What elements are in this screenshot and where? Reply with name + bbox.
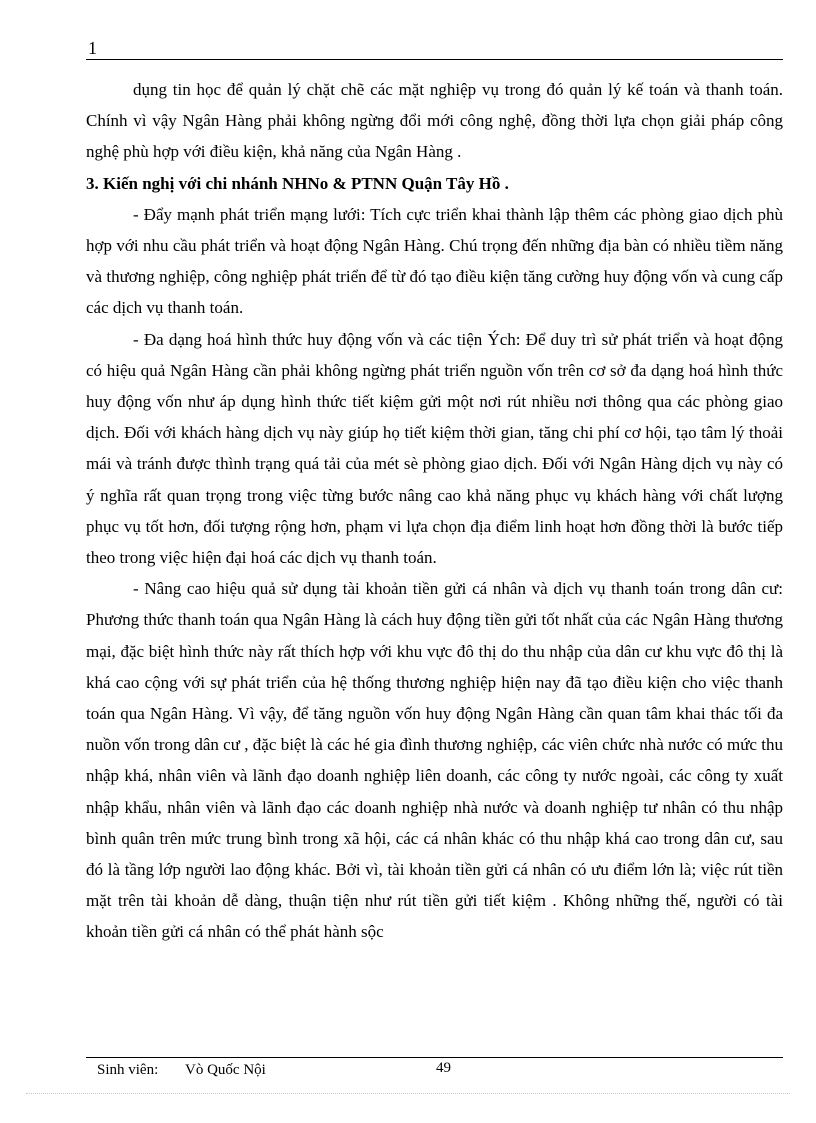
footer-student-name: Vò Quốc Nội	[185, 1062, 266, 1078]
footer-student-label: Sinh viên:	[97, 1062, 159, 1078]
header-rule	[86, 59, 783, 60]
paragraph-continuation: dụng tin học để quản lý chặt chẽ các mặt nghiệp vụ trong đó quản lý kế toán và thanh toán. Chính vì vậy Ngân Hàng phải không ngừng đổi mới công nghệ, đồng thời lựa chọn giải pháp công nghệ phù hợp với điều kiện, khả năng của Ngân Hàng .	[86, 80, 783, 162]
footer-page-number: 49	[436, 1060, 451, 1076]
header-page-number: 1	[88, 38, 97, 58]
paragraph-diversify-capital: - Đa dạng hoá hình thức huy động vốn và các tiện Ých: Để duy trì sử phát triển và hoạt động có hiệu quả Ngân Hàng cần phải không ngừng phát triển nguồn vốn trên cơ sở đa dạng hoá hình thức huy động vốn như áp dụng hình thức tiết kiệm gửi một nơi rút nhiều nơi thông qua các phòng giao dịch. Đối với khách hàng dịch vụ này giúp họ tiết kiệm thời gian, tăng chi phí cơ hội, tạo tâm lý thoải mái và tránh được thình trạng quá tải của mét sè phòng giao dịch. Đối với Ngân Hàng dịch vụ này có ý nghĩa rất quan trọng trong việc từng bước nâng cao khả năng phục vụ khách hàng với chất lượng phục vụ tốt hơn, đối tượng rộng hơn, phạm vi lựa chọn địa điểm linh hoạt hơn đồng thời là bước tiếp theo trong việc hiện đại hoá các dịch vụ thanh toán.	[86, 329, 783, 568]
section-heading: 3. Kiến nghị với chi nhánh NHNo & PTNN Quận Tây Hồ .	[86, 173, 509, 193]
paragraph-network-expansion: - Đẩy mạnh phát triển mạng lưới: Tích cực triển khai thành lập thêm các phòng giao dịch phù hợp với nhu cầu phát triển và hoạt động Ngân Hàng. Chú trọng đến những địa bàn có nhiều tiềm năng và thương nghiệp, công nghiệp phát triển để từ đó tạo điều kiện tăng cường huy động vốn và cung cấp các dịch vụ thanh toán.	[86, 204, 783, 318]
page-bottom-dotted-line	[26, 1093, 790, 1094]
document-body	[86, 74, 783, 948]
footer-rule	[86, 1057, 783, 1058]
paragraph-personal-accounts: - Nâng cao hiệu quả sử dụng tài khoản tiền gửi cá nhân và dịch vụ thanh toán trong dân cư: Phương thức thanh toán qua Ngân Hàng là cách huy động tiền gửi tốt nhất của các Ngân Hàng thương mại, đặc biệt hình thức này rất thích hợp với khu vực đô thị do thu nhập của dân cư khu vực đô thị là khá cao cộng với sự phát triển của hệ thống thương nghiệp hiện nay đã tạo điều kiện cho việc thanh toán qua Ngân Hàng. Vì vậy, để tăng nguồn vốn huy động Ngân Hàng cần quan tâm khai thác tối đa nuồn vốn trong dân cư , đặc biệt là các hé gia đình thương nghiệp, các viên chức nhà nước có mức thu nhập khá, nhân viên và lãnh đạo doanh nghiệp liên doanh, các công ty nước ngoài, các công ty xuất nhập khẩu, nhân viên và lãnh đạo các doanh nghiệp nhà nước và doanh nghiệp tư nhân có thu nhập bình quân trên mức trung bình trong xã hội, các cá nhân khác có thu nhập khá cao trong dân cư, sau đó là tầng lớp người lao động khác. Bởi vì, tài khoản tiền gửi cá nhân có ưu điểm lớn là; việc rút tiền mặt trên tài khoản dễ dàng, thuận tiện như rút tiền gửi tiết kiệm . Không những thế, người có tài khoản tiền gửi cá nhân có thể phát hành sộc	[86, 579, 783, 942]
